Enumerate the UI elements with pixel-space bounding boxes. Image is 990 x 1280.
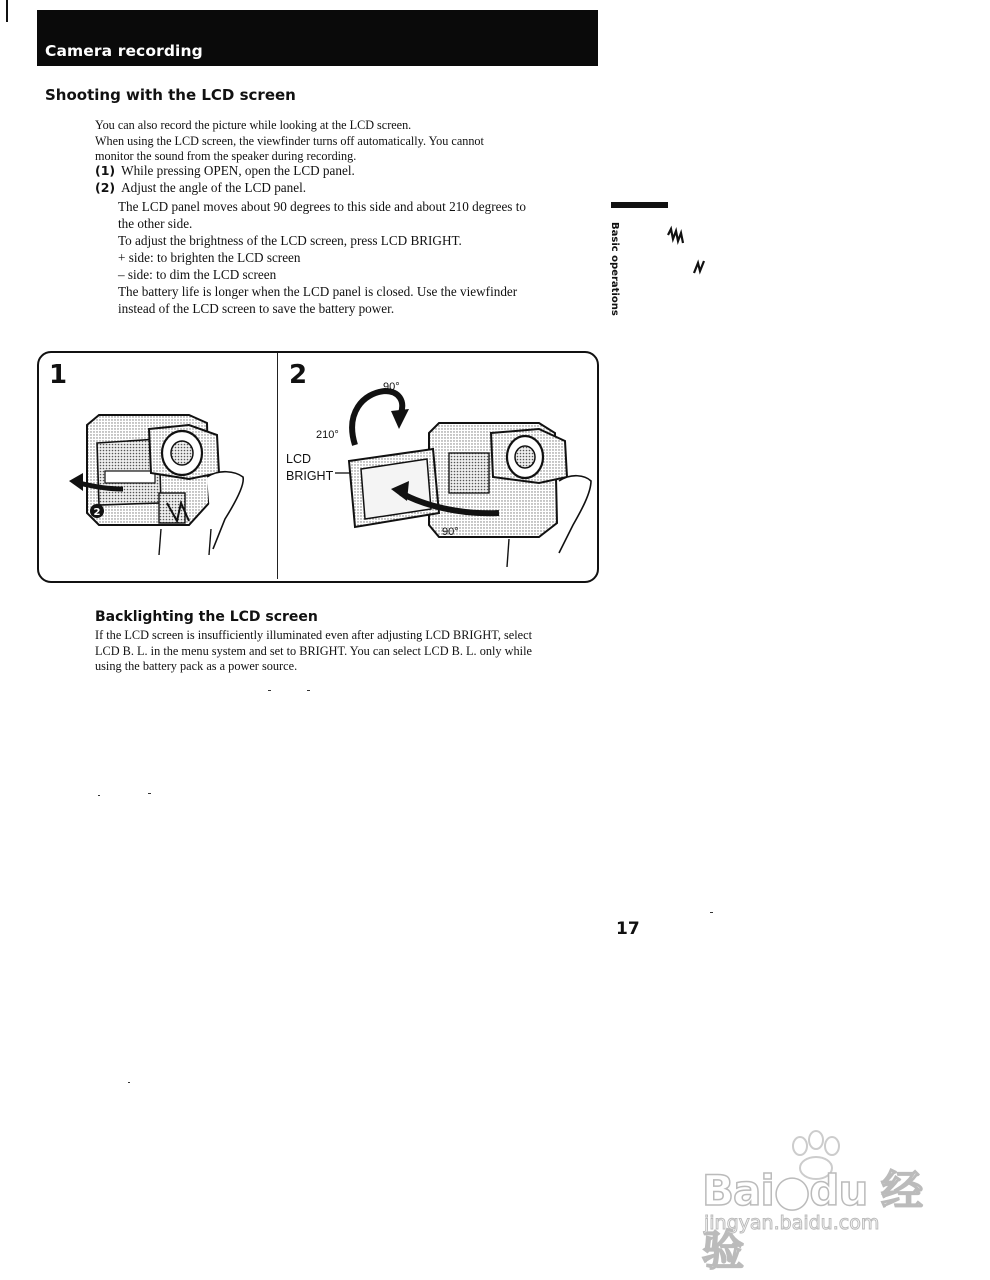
scan-speck <box>307 690 310 691</box>
backlighting-paragraph <box>95 628 595 675</box>
step-2-details <box>118 198 593 317</box>
detail-line: The battery life is longer when the LCD panel is closed. Use the viewfinder <box>118 284 518 299</box>
step-number: (1) <box>95 163 116 178</box>
page-edge-mark <box>6 0 8 22</box>
step-badge: 2 <box>93 507 101 518</box>
baidu-watermark <box>690 1130 950 1275</box>
scan-speck <box>268 690 271 691</box>
page-number: 17 <box>616 919 640 939</box>
detail-line: The LCD panel moves about 90 degrees to this side and about 210 degrees to <box>118 199 526 214</box>
panel-1-camcorder <box>69 415 243 555</box>
backlighting-heading: Backlighting the LCD screen <box>95 609 318 625</box>
callout-90-top: 90° <box>383 381 400 393</box>
intro-line: monitor the sound from the speaker during recording. <box>95 149 357 163</box>
panel-1-number: 1 <box>49 360 68 390</box>
detail-line: – side: to dim the LCD screen <box>118 267 277 282</box>
side-tab-bar <box>611 202 668 208</box>
callout-bright: BRIGHT <box>286 469 334 483</box>
scan-speck <box>148 793 151 794</box>
scan-speck <box>128 1082 130 1083</box>
side-tab-label: Basic operations <box>609 222 620 316</box>
callout-90-bottom: 90° <box>442 526 459 538</box>
header-title: Camera recording <box>45 42 203 60</box>
backlighting-line: LCD B. L. in the menu system and set to BRIGHT. You can select LCD B. L. only while <box>95 643 532 658</box>
step-number: (2) <box>95 180 116 195</box>
detail-line: To adjust the brightness of the LCD screen, press LCD BRIGHT. <box>118 233 462 248</box>
watermark-url: jingyan.baidu.com <box>704 1212 880 1234</box>
header-bar <box>37 10 598 66</box>
step-text: Adjust the angle of the LCD panel. <box>121 180 307 195</box>
backlighting-line: using the battery pack as a power source. <box>95 659 298 673</box>
intro-line: When using the LCD screen, the viewfinder turns off automatically. You cannot <box>95 133 484 148</box>
handwritten-scribble-icon <box>662 225 712 285</box>
detail-line: instead of the LCD screen to save the battery power. <box>118 301 395 316</box>
intro-line: You can also record the picture while looking at the LCD screen. <box>95 118 412 132</box>
backlighting-line: If the LCD screen is insufficiently illuminated even after adjusting LCD BRIGHT, select <box>95 628 532 642</box>
panel-2-number: 2 <box>289 360 308 390</box>
step-text: While pressing OPEN, open the LCD panel. <box>121 163 355 178</box>
detail-line: + side: to brighten the LCD screen <box>118 250 301 265</box>
step-1 <box>95 163 595 179</box>
intro-paragraph <box>95 118 585 165</box>
callout-lcd: LCD <box>286 452 312 466</box>
detail-line: the other side. <box>118 216 193 231</box>
panel-2-camcorder <box>335 391 591 567</box>
section-heading: Shooting with the LCD screen <box>45 86 296 104</box>
side-tab <box>604 222 620 316</box>
step-2 <box>95 180 595 196</box>
scan-speck <box>710 912 713 913</box>
watermark-brand: Bai●du 经验 <box>702 1166 922 1275</box>
scan-speck <box>98 795 100 796</box>
callout-210: 210° <box>316 429 339 441</box>
camcorder-illustration <box>39 353 595 579</box>
